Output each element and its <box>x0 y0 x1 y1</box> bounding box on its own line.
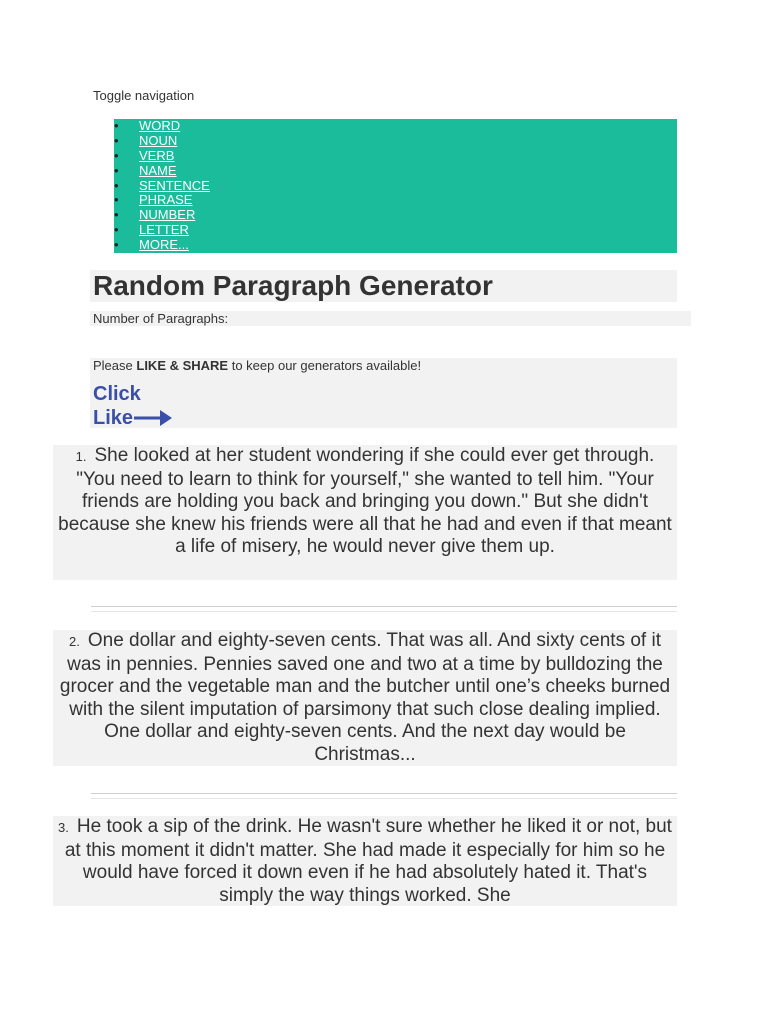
nav-link-sentence[interactable]: SENTENCE <box>139 177 210 193</box>
arrow-right-icon <box>134 408 174 428</box>
nav-item-verb <box>114 149 677 164</box>
paragraph-item <box>53 816 677 906</box>
number-of-paragraphs-label: Number of Paragraphs: <box>90 311 691 326</box>
nav-item-letter <box>114 223 677 238</box>
share-box <box>90 358 677 428</box>
share-text-bold: LIKE & SHARE <box>136 358 229 373</box>
nav-item-name <box>114 164 677 179</box>
nav-item-sentence <box>114 179 677 194</box>
nav-item-noun <box>114 134 677 149</box>
nav-menu <box>114 119 677 253</box>
share-text-before: Please <box>93 358 137 373</box>
nav-item-number <box>114 208 677 223</box>
paragraph-number: 1. <box>75 449 87 464</box>
nav-link-letter[interactable]: LETTER <box>139 222 189 238</box>
divider <box>91 606 677 612</box>
click-like-line1: Click <box>93 383 141 405</box>
nav-link-verb[interactable]: VERB <box>139 147 175 163</box>
share-message <box>93 358 421 373</box>
nav-link-name[interactable]: NAME <box>139 162 177 178</box>
paragraph-text: One dollar and eighty-seven cents. That was all. And sixty cents of it was in pennies. Pennies saved one and two at a time by bulldozing the grocer and the vegetable man and the butcher until one’s cheeks burned with the silent imputation of parsimony that such close dealing implied. One dollar and eighty-seven cents. And the next day would be Christmas... <box>59 630 671 765</box>
page-title: Random Paragraph Generator <box>90 270 677 302</box>
nav-link-more[interactable]: MORE... <box>139 237 189 253</box>
paragraph-text: She looked at her student wondering if she could ever get through. "You need to learn to think for yourself," she wanted to tell him. "Your friends are holding you back and bringing you down." But she didn't because she knew his friends were all that he had and even if that meant a life of misery, he would never give them up. <box>58 445 672 558</box>
paragraph-text: He took a sip of the drink. He wasn't sure whether he liked it or not, but at this moment it didn't matter. She had made it especially for him so he would have forced it down even if he had absolutely hated it. That's simply the way things worked. She <box>64 816 672 906</box>
nav-item-phrase <box>114 193 677 208</box>
nav-link-phrase[interactable]: PHRASE <box>139 192 193 208</box>
divider <box>91 793 677 799</box>
share-text-after: to keep our generators available! <box>228 358 422 373</box>
paragraph-item <box>53 445 677 580</box>
paragraph-number: 3. <box>58 820 69 835</box>
nav-item-more <box>114 238 677 253</box>
nav-link-word[interactable]: WORD <box>139 118 181 133</box>
nav-link-number[interactable]: NUMBER <box>139 207 196 223</box>
paragraph-number: 2. <box>69 634 80 649</box>
nav-item-word <box>114 119 677 134</box>
nav-link-noun[interactable]: NOUN <box>139 132 178 148</box>
toggle-navigation-button[interactable]: Toggle navigation <box>93 88 195 103</box>
click-like-line2: Like <box>93 407 134 429</box>
paragraph-item <box>53 630 677 766</box>
